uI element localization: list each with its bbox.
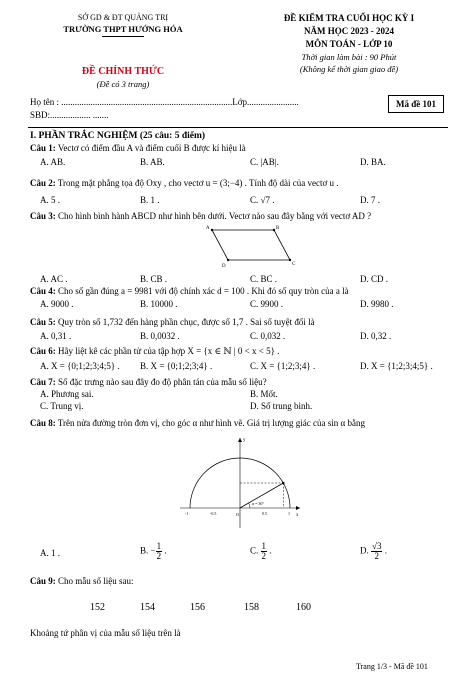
official-label: ĐỀ CHÍNH THỨC <box>81 66 165 77</box>
pages-note: (Đề có 3 trang) <box>96 79 150 89</box>
q3-option-c[interactable]: C. BC . <box>250 274 278 284</box>
vertex-a-point <box>211 229 213 231</box>
page-footer: Trang 1/3 - Mã đề 101 <box>356 662 428 671</box>
q3-option-a[interactable]: A. AC . <box>40 274 68 284</box>
vertex-b-label: B <box>276 226 280 231</box>
question-8: Câu 8: Trên nửa đường tròn đơn vị, cho góc α như hình vẽ. Giá trị lượng giác của sin α bằng <box>30 418 365 428</box>
data-value-5: 160 <box>296 602 311 613</box>
q5-option-a[interactable]: A. 0,31 . <box>40 331 72 341</box>
parallelogram-shape <box>212 230 290 260</box>
q3-option-b[interactable]: B. CB . <box>140 274 168 284</box>
q7-option-d[interactable]: D. Số trung bình. <box>250 401 313 411</box>
data-value-2: 154 <box>140 602 155 613</box>
question-3: Câu 3: Cho hình bình hành ABCD như hình bên dưới. Vectơ nào sau đây bằng với vectơ AD ? <box>30 211 372 221</box>
dept-name: SỞ GD & ĐT QUẢNG TRỊ <box>77 13 169 22</box>
x-axis-label: x <box>296 513 299 518</box>
info-divider <box>28 127 448 128</box>
q5-option-c[interactable]: C. 0,032 . <box>250 331 286 341</box>
q8-option-d[interactable]: D. $\frac{√3}{2}$ . <box>360 541 387 561</box>
q7-option-a[interactable]: A. Phương sai. <box>40 389 94 399</box>
q2-option-c[interactable]: C. √7 . <box>250 195 275 205</box>
q2-option-a[interactable]: A. 5 . <box>40 195 60 205</box>
q2-option-d[interactable]: D. 7 . <box>360 195 380 205</box>
school-name: TRƯỜNG THPT HƯỚNG HÓA <box>63 24 183 34</box>
unit-circle-figure <box>174 428 306 532</box>
q4-option-d[interactable]: D. 9980 . <box>360 299 394 309</box>
q7-option-c[interactable]: C. Trung vị. <box>40 401 84 411</box>
q5-option-b[interactable]: B. 0,0032 . <box>140 331 180 341</box>
question-1: Câu 1: Vectơ có điểm đầu A và điểm cuối B được kí hiệu là <box>30 143 246 153</box>
q8-d-fraction: $\frac{√3}{2}$ <box>372 541 382 561</box>
school-year: NĂM HỌC 2023 - 2024 <box>304 26 394 36</box>
question-2: Câu 2: Trong mặt phẳng tọa độ Oxy , cho vectơ u = (3;−4) . Tính độ dài của vectơ u . <box>30 178 339 188</box>
y-axis-label: y <box>243 438 246 443</box>
data-value-3: 156 <box>190 602 205 613</box>
q9-followup: Khoảng tứ phân vị của mẫu số liệu trên là <box>30 628 181 638</box>
parallelogram-figure <box>190 222 300 270</box>
x-axis-arrow <box>296 506 300 510</box>
q1-option-d[interactable]: D. BA. <box>360 157 386 167</box>
pos-half-label: 0.5 <box>262 511 267 516</box>
question-9: Câu 9: Cho mẫu số liệu sau: <box>30 576 134 586</box>
time-limit: Thời gian làm bài : 90 Phút <box>301 52 397 62</box>
origin-label: O <box>236 512 240 517</box>
point-m <box>282 482 284 484</box>
question-5: Câu 5: Quy tròn số 1,732 đến hàng phần chục, được số 1,7 . Sai số tuyệt đối là <box>30 317 315 327</box>
question-4: Câu 4: Cho số gần đúng a = 9981 với độ chính xác d = 100 . Khi đó số quy tròn của a là <box>30 286 349 296</box>
exam-code-box: Mã đề 101 <box>388 95 444 113</box>
q4-option-a[interactable]: A. 9000 . <box>40 299 74 309</box>
q2-option-b[interactable]: B. 1 . <box>140 195 160 205</box>
q6-option-a[interactable]: A. X = {0;1;2;3;4;5} . <box>40 361 120 371</box>
exam-title: ĐỀ KIỂM TRA CUỐI HỌC KỲ I <box>283 13 415 23</box>
sbd-line: SBD:.................. ....... <box>30 110 109 120</box>
q6-option-b[interactable]: B. X = {0;1;2;3;4} . <box>140 361 213 371</box>
q8-option-c[interactable]: C. $\frac{1}{2}$ . <box>250 541 272 561</box>
q3-option-d[interactable]: D. CD . <box>360 274 389 284</box>
vertex-d-point <box>227 259 229 261</box>
q8-option-a[interactable]: A. 1 . <box>40 548 60 558</box>
q6-option-d[interactable]: D. X = {1;2;3;4;5} . <box>360 361 433 371</box>
q5-option-d[interactable]: D. 0,32 . <box>360 331 392 341</box>
y-axis-arrow <box>238 438 242 442</box>
student-name-line: Họ tên : ............................................................................Lớp....................... <box>30 97 299 107</box>
data-value-1: 152 <box>90 602 105 613</box>
angle-label: α = 30° <box>252 501 264 506</box>
vertex-c-label: C <box>292 262 296 267</box>
q1-option-c[interactable]: C. |AB|. <box>250 157 279 167</box>
q4-option-b[interactable]: B. 10000 . <box>140 299 178 309</box>
vertex-d-label: D <box>222 264 226 269</box>
neg-one-label: -1 <box>185 511 189 516</box>
angle-arc <box>249 503 250 508</box>
pos-one-label: 1 <box>288 511 290 516</box>
q1-option-b[interactable]: B. AB. <box>140 157 165 167</box>
q4-option-c[interactable]: C. 9900 . <box>250 299 284 309</box>
question-7: Câu 7: Số đặc trưng nào sau đây đo độ phân tán của mẫu số liệu? <box>30 377 267 387</box>
data-value-4: 158 <box>244 602 259 613</box>
vertex-b-point <box>273 229 275 231</box>
vertex-a-label: A <box>206 226 210 231</box>
vertex-c-point <box>289 259 291 261</box>
question-6: Câu 6: Hãy liệt kê các phần tử của tập hợp X = {x ∈ ℕ | 0 < x < 5} . <box>30 346 280 356</box>
time-note: (Không kể thời gian giao đề) <box>299 64 399 74</box>
neg-half-label: -0.5 <box>210 511 217 516</box>
q8-c-fraction: $\frac{1}{2}$ <box>261 541 267 561</box>
section-title: I. PHẦN TRẮC NGHIỆM (25 câu: 5 điểm) <box>30 131 206 141</box>
q8-option-b[interactable]: B. − $\frac{1}{2}$ . <box>140 541 167 561</box>
q7-option-b[interactable]: B. Mốt. <box>250 389 278 399</box>
q6-option-c[interactable]: C. X = {1;2;3;4} . <box>250 361 316 371</box>
subject: MÔN TOÁN - LỚP 10 <box>305 39 393 49</box>
q8-b-fraction: $\frac{1}{2}$ <box>156 541 162 561</box>
header-divider <box>102 36 144 37</box>
q1-option-a[interactable]: A. AB. <box>40 157 66 167</box>
